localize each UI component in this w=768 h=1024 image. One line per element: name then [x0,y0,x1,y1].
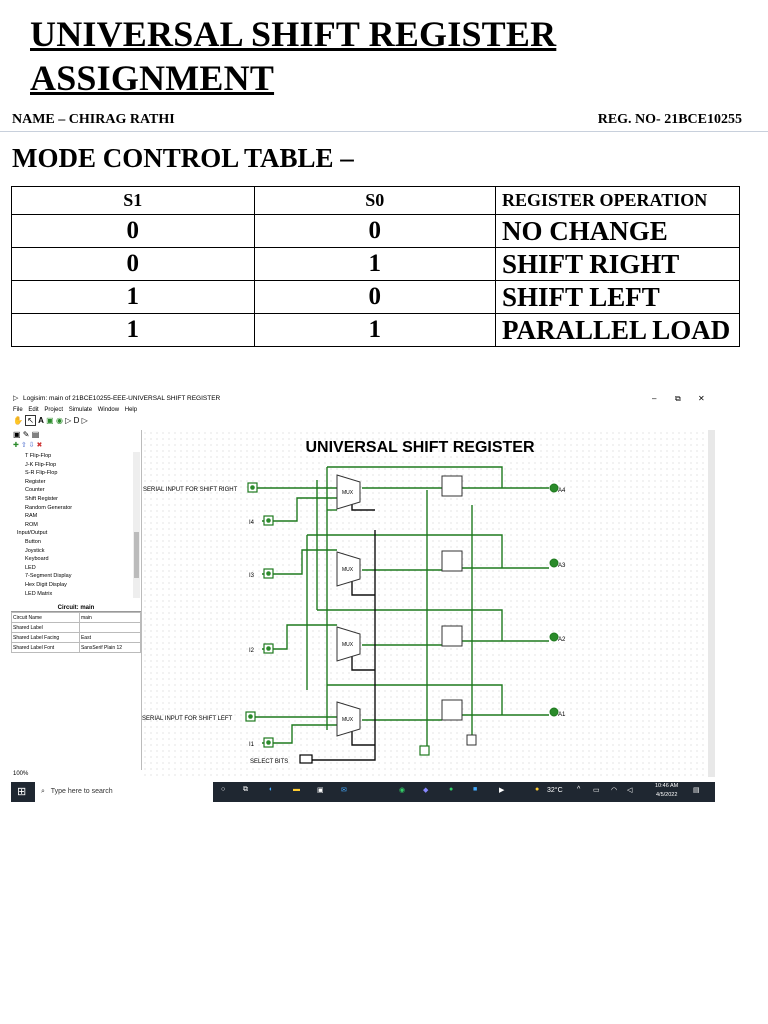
panel-toolbar [13,430,39,439]
teams-icon[interactable]: ◆ [423,787,429,794]
i2-label: I2 [249,648,255,654]
a3-led [550,559,558,567]
zoom-level[interactable]: 100% [13,771,29,777]
start-icon[interactable]: ⊞ [17,786,27,798]
logisim-screenshot [11,392,715,802]
i3-label: I3 [249,573,255,579]
cell-s0: 1 [254,248,496,281]
cortana-icon[interactable]: ○ [221,786,226,793]
tree-item[interactable]: ROM [25,521,38,528]
temperature: 32°C [547,787,563,794]
menu-window[interactable]: Window [97,407,120,413]
menu-bar [13,406,141,415]
clock-time: 10:46 AM [655,783,679,789]
pin-dot [266,646,271,651]
tree-item[interactable]: J-K Flip-Flop [25,461,57,468]
table-row [12,281,740,314]
volume-icon[interactable]: ◁ [627,787,633,794]
header-s1: S1 [12,187,255,215]
cell-operation: SHIFT RIGHT [496,248,740,281]
mux-label: MUX [342,642,354,648]
toolbar [13,416,88,428]
tree-item[interactable]: 7-Segment Display [25,573,72,580]
app-icon: ▷ [13,395,19,402]
ground-icon [467,735,476,745]
move-down-icon[interactable]: ⇩ [28,442,35,449]
and-gate-icon[interactable]: D [73,416,80,425]
tree-item[interactable]: T Flip-Flop [25,453,52,459]
canvas-title: UNIVERSAL SHIFT REGISTER [305,439,535,456]
document-title [30,12,556,100]
table-row [12,643,141,653]
cell-operation: NO CHANGE [496,215,740,248]
close-icon[interactable]: ✕ [698,394,705,403]
prop-value[interactable] [79,623,140,633]
a4-led [550,484,558,492]
notification-icon[interactable]: ▤ [693,787,700,794]
table-row [12,314,740,347]
select-bits-pin[interactable] [300,755,312,763]
select-tool-icon[interactable]: ↖ [27,416,34,425]
move-up-icon[interactable]: ⇧ [20,442,27,449]
network-icon[interactable]: ◠ [611,787,618,794]
a1-led [550,708,558,716]
table-row [12,215,740,248]
pin-dot [266,518,271,523]
project-toolbar [13,441,42,449]
delete-icon[interactable]: ✖ [36,442,43,449]
flip-flop-4[interactable] [442,476,462,496]
wires [255,467,549,755]
header-divider [0,131,768,132]
app-icon[interactable]: ● [449,786,454,793]
select-bits-label: SELECT BITS [250,759,289,765]
tree-item[interactable]: Keyboard [25,556,49,563]
pin-dot [266,571,271,576]
edge-icon[interactable]: ◐ [269,786,274,793]
tree-scrollbar[interactable] [133,452,140,598]
taskbar-search[interactable] [35,782,213,802]
text-tool-icon[interactable]: A [38,416,44,425]
explorer-panel [11,430,142,770]
tree-item[interactable]: LED [25,564,36,571]
search-placeholder: Type here to search [50,788,113,795]
minimize-icon[interactable]: – [652,394,657,403]
cell-s1: 0 [12,248,255,281]
explorer-icon[interactable]: ▬ [293,786,300,793]
mux-label: MUX [342,567,354,573]
prop-key: Circuit Name [12,613,80,623]
a2-led [550,633,558,641]
table-row [12,623,141,633]
properties-title: Circuit: main [11,605,141,612]
canvas-scrollbar[interactable] [708,430,715,777]
task-view-icon[interactable]: ⧉ [243,786,248,793]
clock-pin[interactable] [420,746,429,755]
cell-s0: 1 [254,314,496,347]
prop-key: Shared Label [12,623,80,633]
title-line-1: UNIVERSAL SHIFT REGISTER [30,14,557,54]
table-row [12,248,740,281]
circuit-canvas[interactable] [142,430,708,777]
tree-item[interactable]: Register [25,478,46,485]
circuit-diagram [142,430,708,777]
window-title: Logisim: main of 21BCE10255-EEE-UNIVERSAL SHIFT REGISTER [23,395,221,402]
flip-flop-1[interactable] [442,700,462,720]
toggle-view-icon[interactable]: ▤ [31,430,40,439]
menu-simulate[interactable]: Simulate [68,407,93,413]
add-circuit-icon[interactable]: ✚ [13,442,19,449]
tree-item[interactable]: Hex Digit Display [25,581,67,588]
cell-s0: 0 [254,281,496,314]
prop-key: Shared Label Font [12,643,80,653]
store-icon[interactable]: ▣ [317,787,324,794]
cell-s0: 0 [254,215,496,248]
a4-label: A4 [558,488,566,494]
mux-label: MUX [342,717,354,723]
flip-flop-3[interactable] [442,551,462,571]
window-titlebar [11,392,715,406]
i4-label: I4 [249,520,255,526]
search-icon: ⌕ [41,788,45,795]
mux-label: MUX [342,490,354,496]
pin-dot [266,740,271,745]
prop-value[interactable]: main [79,613,140,623]
tree-item[interactable]: Random Generator [25,504,73,511]
weather-icon: ● [535,786,540,793]
author-row [12,112,742,128]
input-pin-icon[interactable]: ▣ [46,416,54,425]
header-s0: S0 [254,187,496,215]
tree-item[interactable]: Counter [25,487,45,494]
pin-dot [248,714,253,719]
tree-scroll-thumb[interactable] [134,532,139,578]
properties-panel [11,605,141,653]
menu-help[interactable]: Help [124,407,138,413]
output-pin-icon[interactable]: ◉ [55,416,63,425]
tree-item[interactable]: Joystick [25,547,45,554]
prop-value[interactable]: East [79,633,140,643]
section-heading: MODE CONTROL TABLE – [12,143,354,173]
serial-right-label: SERIAL INPUT FOR SHIFT RIGHT [143,487,238,493]
poke-tool-icon[interactable]: ✋ [13,416,23,425]
buffer-gate-icon[interactable]: ▷ [65,416,72,425]
a1-label: A1 [558,712,566,718]
app-icon[interactable]: ■ [473,786,478,793]
header-operation: REGISTER OPERATION [496,187,740,215]
properties-table [11,612,141,653]
battery-icon: ▭ [593,787,600,794]
mail-icon[interactable]: ✉ [341,787,347,794]
or-gate-icon[interactable]: ▷ [81,416,88,425]
chrome-icon[interactable]: ◉ [399,787,406,794]
appearance-icon[interactable]: ✎ [22,430,30,439]
layout-view-icon[interactable]: ▣ [13,430,21,439]
table-row [12,633,141,643]
chevron-up-icon[interactable]: ^ [577,786,581,793]
windows-taskbar [11,782,715,802]
cell-s1: 0 [12,215,255,248]
prop-key: Shared Label Facing [12,633,80,643]
student-name: NAME – CHIRAG RATHI [12,112,175,127]
title-line-2: ASSIGNMENT [30,58,275,98]
i1-label: I1 [249,742,255,748]
mode-control-table [11,186,740,347]
restore-icon[interactable]: ⧉ [675,394,681,403]
menu-project[interactable]: Project [44,407,64,413]
pin-dot [250,485,255,490]
table-header-row [12,187,740,215]
table-row [12,613,141,623]
cell-s1: 1 [12,281,255,314]
tree-item[interactable]: Shift Register [25,495,59,502]
tree-item[interactable]: LED Matrix [25,590,53,597]
menu-edit[interactable]: Edit [28,407,39,413]
tree-folder[interactable]: Input/Output [17,530,48,537]
logisim-task-icon[interactable]: ▶ [499,787,505,794]
cell-operation: PARALLEL LOAD [496,314,740,347]
cell-operation: SHIFT LEFT [496,281,740,314]
tree-item[interactable]: S-R Flip-Flop [25,470,58,477]
a2-label: A2 [558,637,566,643]
tree-item[interactable]: RAM [25,513,38,520]
clock-date: 4/5/2022 [656,792,678,798]
cell-s1: 1 [12,314,255,347]
tree-item[interactable]: Button [25,538,41,545]
prop-value[interactable]: SansSerif Plain 12 [79,643,140,653]
menu-file[interactable]: File [13,407,23,413]
registration-number: REG. NO- 21BCE10255 [597,112,742,127]
flip-flop-2[interactable] [442,626,462,646]
a3-label: A3 [558,563,566,569]
serial-left-label: SERIAL INPUT FOR SHIFT LEFT [142,716,233,722]
component-tree [17,452,73,598]
